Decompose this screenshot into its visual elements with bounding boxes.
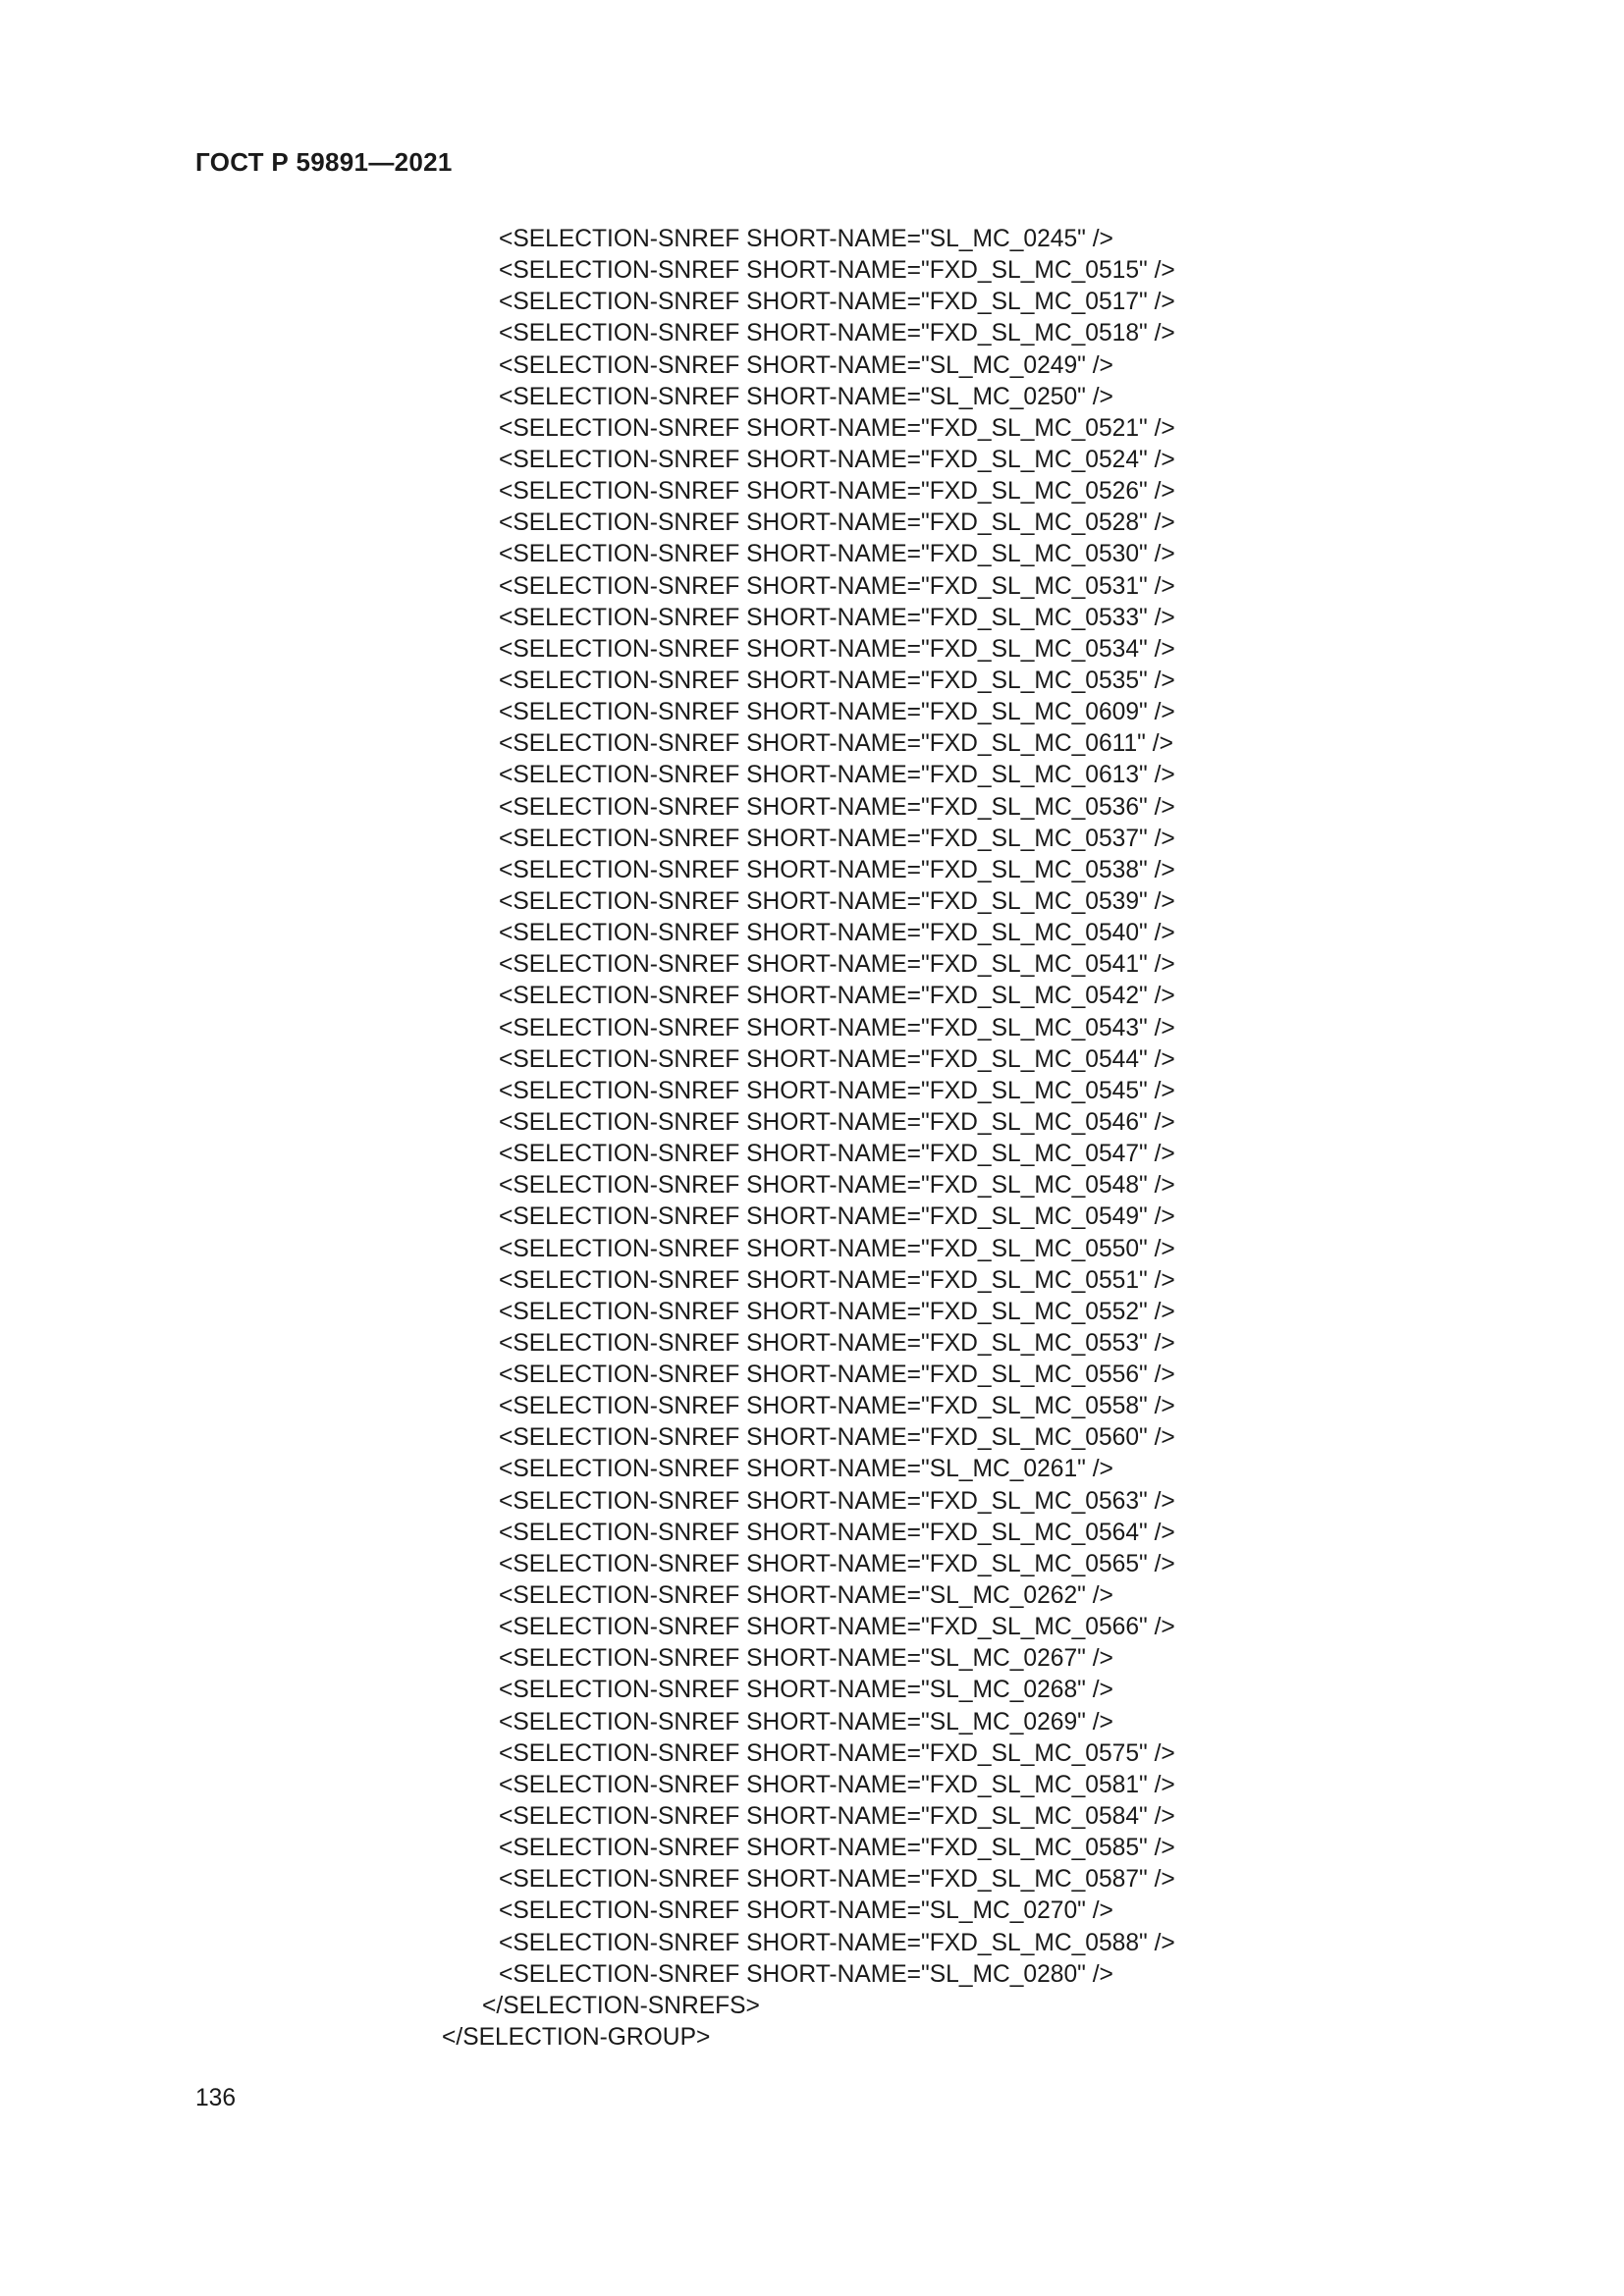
document-header: ГОСТ Р 59891—2021 [195, 147, 453, 177]
selection-snref-line: <SELECTION-SNREF SHORT-NAME="FXD_SL_MC_0537" /> [499, 825, 1175, 852]
selection-snref-line: <SELECTION-SNREF SHORT-NAME="FXD_SL_MC_0526" /> [499, 478, 1175, 506]
selection-snref-line: <SELECTION-SNREF SHORT-NAME="FXD_SL_MC_0611" /> [499, 730, 1173, 758]
selection-snref-line: <SELECTION-SNREF SHORT-NAME="FXD_SL_MC_0566" /> [499, 1614, 1175, 1641]
selection-snref-line: <SELECTION-SNREF SHORT-NAME="SL_MC_0250" /> [499, 383, 1113, 410]
selection-snref-line: <SELECTION-SNREF SHORT-NAME="FXD_SL_MC_0530" /> [499, 541, 1175, 568]
selection-snref-line: <SELECTION-SNREF SHORT-NAME="SL_MC_0261" /> [499, 1456, 1113, 1483]
selection-snref-line: <SELECTION-SNREF SHORT-NAME="FXD_SL_MC_0536" /> [499, 793, 1175, 821]
selection-snref-line: <SELECTION-SNREF SHORT-NAME="FXD_SL_MC_0587" /> [499, 1866, 1175, 1894]
selection-snref-line: <SELECTION-SNREF SHORT-NAME="FXD_SL_MC_0540" /> [499, 920, 1175, 947]
selection-snref-line: <SELECTION-SNREF SHORT-NAME="FXD_SL_MC_0539" /> [499, 887, 1175, 915]
selection-snref-line: <SELECTION-SNREF SHORT-NAME="FXD_SL_MC_0535" /> [499, 667, 1175, 694]
selection-snref-line: <SELECTION-SNREF SHORT-NAME="SL_MC_0280" /> [499, 1960, 1113, 1988]
selection-snref-line: <SELECTION-SNREF SHORT-NAME="FXD_SL_MC_0538" /> [499, 856, 1175, 883]
selection-snref-line: <SELECTION-SNREF SHORT-NAME="FXD_SL_MC_0563" /> [499, 1487, 1175, 1515]
selection-snref-line: <SELECTION-SNREF SHORT-NAME="FXD_SL_MC_0550" /> [499, 1235, 1175, 1262]
selection-snref-line: <SELECTION-SNREF SHORT-NAME="FXD_SL_MC_0521" /> [499, 414, 1175, 442]
selection-snref-line: <SELECTION-SNREF SHORT-NAME="FXD_SL_MC_0542" /> [499, 983, 1175, 1010]
selection-snref-line: <SELECTION-SNREF SHORT-NAME="FXD_SL_MC_0551" /> [499, 1266, 1175, 1294]
selection-snref-list [0, 224, 1624, 1991]
selection-snref-line: <SELECTION-SNREF SHORT-NAME="FXD_SL_MC_0585" /> [499, 1835, 1175, 1862]
selection-snref-line: <SELECTION-SNREF SHORT-NAME="FXD_SL_MC_0546" /> [499, 1108, 1175, 1136]
selection-snref-line: <SELECTION-SNREF SHORT-NAME="FXD_SL_MC_0543" /> [499, 1014, 1175, 1041]
selection-snref-line: <SELECTION-SNREF SHORT-NAME="FXD_SL_MC_0547" /> [499, 1141, 1175, 1168]
selection-snref-line: <SELECTION-SNREF SHORT-NAME="SL_MC_0268" /> [499, 1677, 1113, 1704]
closing-tag-selection-snrefs: </SELECTION-SNREFS> [482, 1992, 760, 2019]
selection-snref-line: <SELECTION-SNREF SHORT-NAME="FXD_SL_MC_0560" /> [499, 1424, 1175, 1452]
selection-snref-line: <SELECTION-SNREF SHORT-NAME="FXD_SL_MC_0528" /> [499, 509, 1175, 537]
xml-code-listing [0, 224, 1624, 2054]
selection-snref-line: <SELECTION-SNREF SHORT-NAME="FXD_SL_MC_0515" /> [499, 257, 1175, 285]
selection-snref-line: <SELECTION-SNREF SHORT-NAME="FXD_SL_MC_0549" /> [499, 1203, 1175, 1231]
selection-snref-line: <SELECTION-SNREF SHORT-NAME="FXD_SL_MC_0558" /> [499, 1393, 1175, 1420]
selection-snref-line: <SELECTION-SNREF SHORT-NAME="FXD_SL_MC_0524" /> [499, 446, 1175, 473]
selection-snref-line: <SELECTION-SNREF SHORT-NAME="FXD_SL_MC_0541" /> [499, 951, 1175, 979]
selection-snref-line: <SELECTION-SNREF SHORT-NAME="FXD_SL_MC_0613" /> [499, 762, 1175, 789]
selection-snref-line: <SELECTION-SNREF SHORT-NAME="SL_MC_0270" /> [499, 1897, 1113, 1925]
selection-snref-line: <SELECTION-SNREF SHORT-NAME="FXD_SL_MC_0565" /> [499, 1550, 1175, 1577]
selection-snref-line: <SELECTION-SNREF SHORT-NAME="SL_MC_0249" /> [499, 351, 1113, 379]
selection-snref-line: <SELECTION-SNREF SHORT-NAME="SL_MC_0245" /> [499, 226, 1113, 252]
selection-snref-line: <SELECTION-SNREF SHORT-NAME="FXD_SL_MC_0609" /> [499, 699, 1175, 726]
selection-snref-line: <SELECTION-SNREF SHORT-NAME="FXD_SL_MC_0548" /> [499, 1172, 1175, 1200]
selection-snref-line: <SELECTION-SNREF SHORT-NAME="FXD_SL_MC_0517" /> [499, 289, 1175, 316]
selection-snref-line: <SELECTION-SNREF SHORT-NAME="SL_MC_0269" /> [499, 1708, 1113, 1735]
page-number: 136 [195, 2085, 237, 2111]
selection-snref-line: <SELECTION-SNREF SHORT-NAME="FXD_SL_MC_0545" /> [499, 1077, 1175, 1104]
selection-snref-line: <SELECTION-SNREF SHORT-NAME="FXD_SL_MC_0518" /> [499, 320, 1175, 347]
closing-tag-selection-group: </SELECTION-GROUP> [442, 2024, 711, 2052]
selection-snref-line: <SELECTION-SNREF SHORT-NAME="SL_MC_0267" /> [499, 1645, 1113, 1673]
selection-snref-line: <SELECTION-SNREF SHORT-NAME="FXD_SL_MC_0575" /> [499, 1739, 1175, 1767]
selection-snref-line: <SELECTION-SNREF SHORT-NAME="FXD_SL_MC_0534" /> [499, 635, 1175, 663]
selection-snref-line: <SELECTION-SNREF SHORT-NAME="FXD_SL_MC_0556" /> [499, 1362, 1175, 1389]
selection-snref-line: <SELECTION-SNREF SHORT-NAME="FXD_SL_MC_0584" /> [499, 1803, 1175, 1831]
selection-snref-line: <SELECTION-SNREF SHORT-NAME="FXD_SL_MC_0588" /> [499, 1929, 1175, 1956]
selection-snref-line: <SELECTION-SNREF SHORT-NAME="FXD_SL_MC_0544" /> [499, 1045, 1175, 1073]
selection-snref-line: <SELECTION-SNREF SHORT-NAME="FXD_SL_MC_0553" /> [499, 1329, 1175, 1357]
selection-snref-line: <SELECTION-SNREF SHORT-NAME="FXD_SL_MC_0533" /> [499, 604, 1175, 631]
selection-snref-line: <SELECTION-SNREF SHORT-NAME="FXD_SL_MC_0531" /> [499, 572, 1175, 600]
selection-snref-line: <SELECTION-SNREF SHORT-NAME="SL_MC_0262" /> [499, 1582, 1113, 1610]
selection-snref-line: <SELECTION-SNREF SHORT-NAME="FXD_SL_MC_0581" /> [499, 1771, 1175, 1798]
selection-snref-line: <SELECTION-SNREF SHORT-NAME="FXD_SL_MC_0552" /> [499, 1298, 1175, 1325]
selection-snref-line: <SELECTION-SNREF SHORT-NAME="FXD_SL_MC_0564" /> [499, 1519, 1175, 1546]
